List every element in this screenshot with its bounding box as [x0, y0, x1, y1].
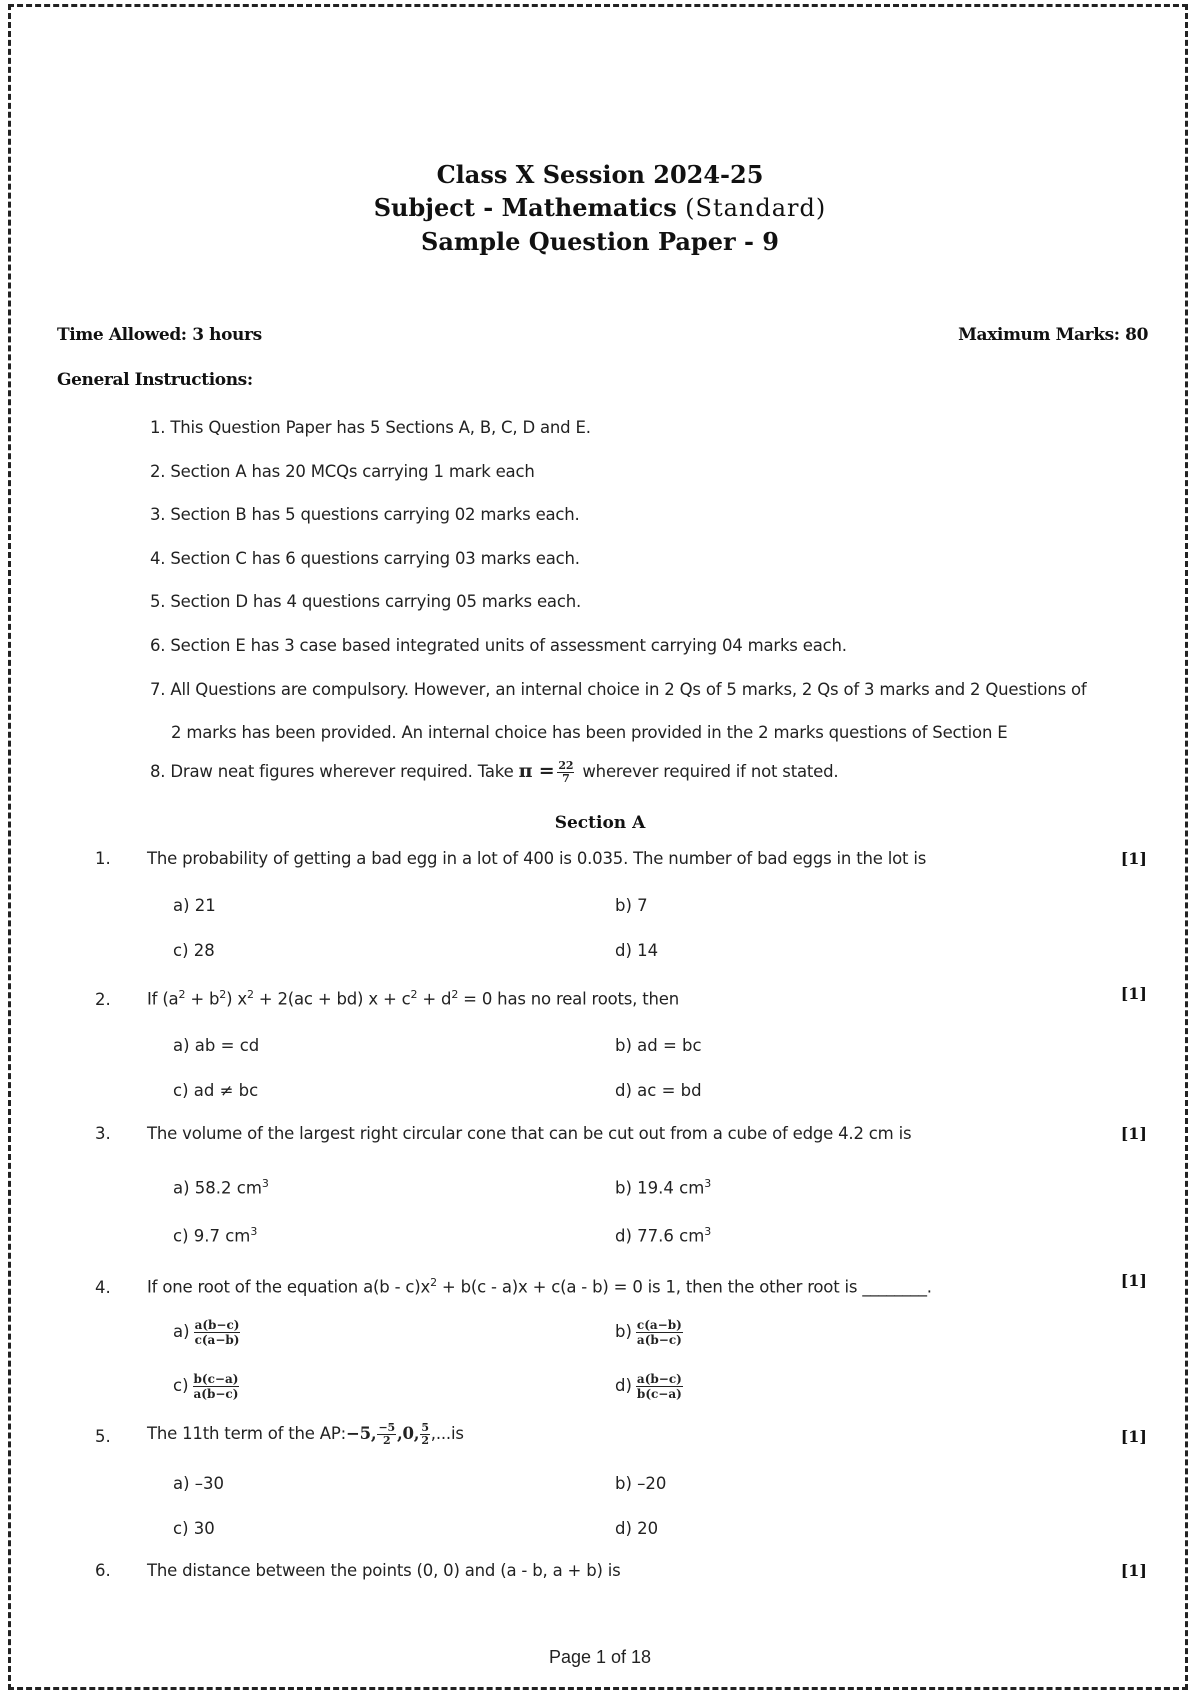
instruction-1: 1. This Question Paper has 5 Sections A, B, C, D and E.: [150, 418, 591, 437]
option-label: d): [615, 1376, 632, 1395]
question-6-marks: [1]: [1120, 1561, 1147, 1580]
header-paper-title: Sample Question Paper - 9: [421, 227, 779, 256]
question-4-marks: [1]: [1120, 1271, 1147, 1290]
option-text: b) 19.4 cm: [615, 1178, 705, 1198]
fraction-denominator: 2: [421, 1434, 429, 1447]
instruction-7-continued: 2 marks has been provided. An internal choice has been provided in the 2 marks questions of Section E: [171, 723, 1008, 742]
instruction-2: 2. Section A has 20 MCQs carrying 1 mark each: [150, 462, 535, 481]
fraction-numerator: a(b−c): [636, 1372, 682, 1386]
question-3-option-c: [173, 1225, 257, 1246]
header-subject-variant: (Standard): [685, 194, 827, 222]
fraction-numerator: c(a−b): [636, 1318, 682, 1332]
time-allowed: Time Allowed: 3 hours: [57, 325, 262, 345]
q2-sup: 2: [219, 988, 227, 1001]
ap-fraction-2: [420, 1422, 429, 1447]
option-fraction: [636, 1372, 683, 1401]
option-label: c): [173, 1376, 189, 1395]
header-subject-bold: Subject - Mathematics: [373, 193, 677, 222]
option-text: c) 9.7 cm: [173, 1226, 251, 1246]
option-label: b): [615, 1322, 632, 1341]
q4-part: + b(c - a)x + c(a - b) = 0 is 1, then the other root is ________.: [436, 1277, 932, 1297]
question-1-number: 1.: [95, 849, 111, 868]
q4-part: If one root of the equation a(b - c)x: [147, 1277, 431, 1297]
general-instructions-heading: General Instructions:: [57, 370, 253, 390]
q2-part: = 0 has no real roots, then: [458, 989, 680, 1009]
question-5-number: 5.: [95, 1427, 111, 1446]
question-5-option-c: c) 30: [173, 1519, 215, 1538]
q2-part: + b: [185, 989, 220, 1009]
question-5-option-a: a) –30: [173, 1474, 225, 1493]
pi-fraction-numerator: 22: [558, 759, 574, 772]
pi-fraction: [557, 760, 574, 785]
question-4-option-b: [615, 1318, 683, 1347]
question-3-option-a: [173, 1177, 269, 1198]
question-1-text: The probability of getting a bad egg in a lot of 400 is 0.035. The number of bad eggs in the lot is: [147, 849, 927, 868]
q2-part: + 2(ac + bd) x + c: [253, 989, 411, 1009]
header-class-session: Class X Session 2024-25: [436, 160, 764, 189]
unit-exponent: 3: [704, 1225, 712, 1238]
q2-sup: 2: [410, 988, 418, 1001]
question-1-option-a: a) 21: [173, 896, 216, 915]
ap-first-term: −5,: [346, 1424, 377, 1443]
option-text: a) 58.2 cm: [173, 1178, 262, 1198]
question-4-option-d: [615, 1372, 683, 1401]
fraction-numerator: b(c−a): [193, 1372, 239, 1386]
question-3-option-d: [615, 1225, 711, 1246]
instruction-6: 6. Section E has 3 case based integrated units of assessment carrying 04 marks each.: [150, 636, 847, 655]
q2-sup: 2: [178, 988, 186, 1001]
q2-part: + d: [417, 989, 452, 1009]
q2-sup: 2: [246, 988, 254, 1001]
question-2-option-d: d) ac = bd: [615, 1081, 702, 1100]
q2-part: ) x: [226, 989, 247, 1009]
fraction-numerator: −5: [378, 1421, 395, 1434]
fraction-numerator: a(b−c): [194, 1318, 240, 1332]
fraction-denominator: b(c−a): [636, 1387, 682, 1401]
option-fraction: [193, 1372, 240, 1401]
question-5-text: [147, 1422, 464, 1447]
ap-fraction-1: [377, 1422, 395, 1447]
question-3-option-b: [615, 1177, 711, 1198]
unit-exponent: 3: [261, 1177, 269, 1190]
question-3-number: 3.: [95, 1124, 111, 1143]
fraction-denominator: c(a−b): [194, 1333, 240, 1347]
option-text: d) 77.6 cm: [615, 1226, 705, 1246]
fraction-denominator: 2: [382, 1434, 391, 1447]
instruction-5: 5. Section D has 4 questions carrying 05 marks each.: [150, 592, 581, 611]
question-2-option-a: a) ab = cd: [173, 1036, 260, 1055]
fraction-numerator: 5: [421, 1421, 429, 1434]
question-5-option-d: d) 20: [615, 1519, 659, 1538]
question-1-option-c: c) 28: [173, 941, 215, 960]
instruction-4: 4. Section C has 6 questions carrying 03 marks each.: [150, 549, 580, 568]
question-2-number: 2.: [95, 990, 111, 1009]
instruction-8-text-before: 8. Draw neat figures wherever required. Take: [150, 762, 519, 781]
question-4-option-a: [173, 1318, 240, 1347]
question-2-option-b: b) ad = bc: [615, 1036, 702, 1055]
unit-exponent: 3: [250, 1225, 258, 1238]
option-label: a): [173, 1322, 190, 1341]
option-fraction: [194, 1318, 241, 1347]
ap-middle-term: ,0,: [396, 1424, 420, 1443]
question-3-marks: [1]: [1120, 1124, 1147, 1143]
instruction-7: 7. All Questions are compulsory. However, an internal choice in 2 Qs of 5 marks, 2 Qs of 3 marks and 2 Questions of: [150, 680, 1087, 699]
paper-header: [0, 158, 1200, 258]
instruction-8-text-after: wherever required if not stated.: [577, 762, 839, 781]
q2-sup: 2: [451, 988, 459, 1001]
question-1-option-b: b) 7: [615, 896, 648, 915]
question-4-text: [147, 1276, 932, 1297]
question-6-text: The distance between the points (0, 0) and (a - b, a + b) is: [147, 1561, 621, 1580]
option-fraction: [636, 1318, 683, 1347]
question-1-marks: [1]: [1120, 849, 1147, 868]
unit-exponent: 3: [704, 1177, 712, 1190]
question-1-option-d: d) 14: [615, 941, 659, 960]
q5-text-before: The 11th term of the AP:: [147, 1424, 347, 1443]
fraction-denominator: a(b−c): [636, 1333, 682, 1347]
pi-fraction-denominator: 7: [562, 772, 570, 785]
question-4-option-c: [173, 1372, 239, 1401]
pi-expression: π =: [518, 760, 555, 782]
question-4-number: 4.: [95, 1278, 111, 1297]
section-a-title: Section A: [554, 813, 646, 833]
q2-part: If (a: [147, 989, 179, 1009]
question-2-text: [147, 988, 679, 1009]
question-2-option-c: c) ad ≠ bc: [173, 1081, 259, 1100]
question-5-option-b: b) –20: [615, 1474, 667, 1493]
question-6-number: 6.: [95, 1561, 111, 1580]
q4-sup: 2: [430, 1276, 437, 1289]
q5-text-after: ,...is: [430, 1424, 464, 1443]
question-5-marks: [1]: [1120, 1427, 1147, 1446]
maximum-marks: Maximum Marks: 80: [958, 325, 1148, 345]
question-2-marks: [1]: [1120, 984, 1147, 1003]
instruction-8: [150, 760, 838, 785]
question-3-text: The volume of the largest right circular cone that can be cut out from a cube of edge 4.2 cm is: [147, 1124, 912, 1143]
fraction-denominator: a(b−c): [193, 1387, 239, 1401]
instruction-3: 3. Section B has 5 questions carrying 02 marks each.: [150, 505, 580, 524]
header-subject: [0, 191, 1200, 225]
page-number-footer: Page 1 of 18: [548, 1647, 652, 1667]
